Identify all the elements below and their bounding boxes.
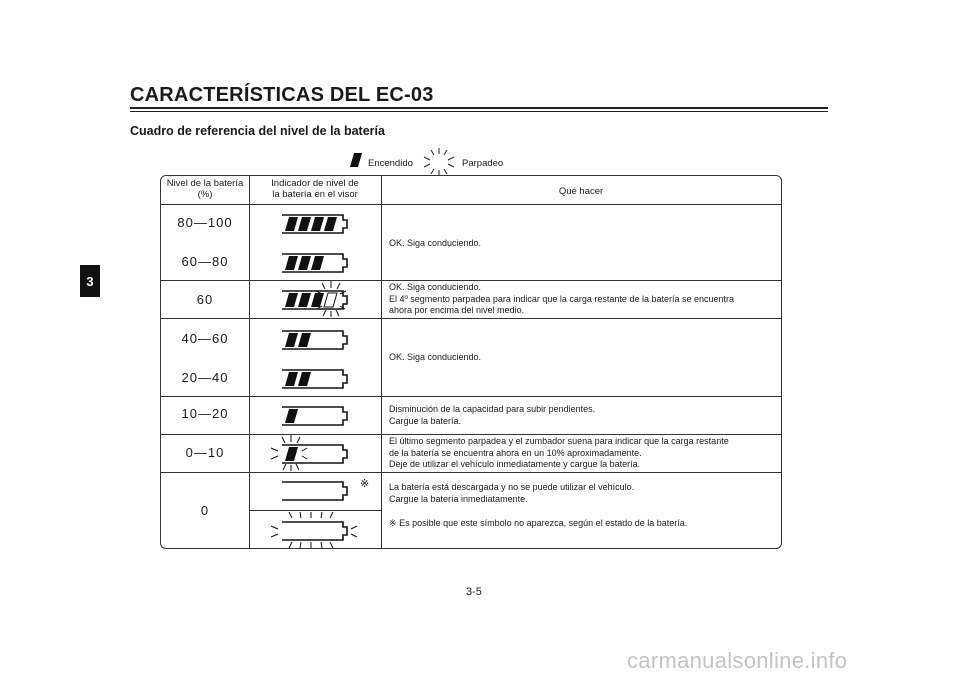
action-text	[389, 282, 734, 317]
row-divider	[161, 434, 781, 435]
page-title: CARACTERÍSTICAS DEL EC-03	[130, 84, 434, 106]
header-level: Nivel de la batería (%)	[166, 178, 244, 200]
footnote	[389, 518, 687, 530]
action-text	[389, 482, 634, 505]
level-label: 0—10	[185, 445, 225, 460]
battery-2-segments-icon	[281, 330, 351, 350]
level-label: 0	[200, 503, 210, 518]
column-divider	[381, 176, 382, 548]
battery-blinking-4th-segment-icon	[281, 280, 361, 318]
row-divider	[161, 472, 781, 473]
row-divider	[161, 204, 781, 205]
lit-segment-icon	[350, 153, 362, 167]
action-line: de la batería se encuentra ahora en un 10% aproximadamente.	[389, 447, 642, 458]
title-rule-thin	[130, 111, 828, 112]
action-text	[389, 436, 729, 471]
action-line: La batería está descargada y no se puede utilizar el vehículo.	[389, 482, 635, 492]
action-line: El 4º segmento parpadea para indicar que la carga restante de la batería se encuentra	[389, 293, 735, 304]
note-mark-icon: ※	[389, 518, 397, 528]
action-line: Cargue la batería.	[389, 415, 462, 426]
action-line: Cargue la batería inmediatamente.	[389, 493, 528, 504]
title-rule-thick	[130, 107, 828, 109]
chapter-tab: 3	[80, 265, 100, 297]
level-label: 60	[196, 292, 214, 307]
action-text	[389, 404, 595, 427]
level-label: 80—100	[177, 215, 233, 230]
page-number: 3-5	[466, 586, 482, 598]
battery-4-segments-icon	[281, 214, 351, 234]
row-divider	[161, 318, 781, 319]
action-line: ahora por encima del nivel medio.	[389, 305, 525, 315]
battery-blinking-last-segment-icon	[269, 434, 359, 472]
action-text: OK. Siga conduciendo.	[389, 352, 482, 362]
level-label: 20—40	[181, 370, 229, 385]
row-divider	[161, 280, 781, 281]
action-line: Deje de utilizar el vehículo inmediatamente y cargue la batería.	[389, 459, 641, 469]
level-label: 40—60	[181, 331, 229, 346]
action-line: Disminución de la capacidad para subir pendientes.	[389, 404, 596, 414]
action-line: OK. Siga conduciendo.	[389, 282, 482, 292]
action-text: OK. Siga conduciendo.	[389, 238, 482, 248]
legend-on-label: Encendido	[368, 158, 413, 169]
section-title: Cuadro de referencia del nivel de la batería	[130, 124, 385, 138]
level-label: 60—80	[181, 254, 229, 269]
legend-blink-label: Parpadeo	[462, 158, 504, 169]
battery-empty-icon	[281, 479, 351, 501]
battery-last-segment-icon	[281, 406, 351, 426]
blink-rays-icon	[422, 148, 456, 176]
battery-reference-table	[160, 175, 782, 549]
level-label: 10—20	[181, 406, 229, 421]
row-divider	[161, 396, 781, 397]
column-divider	[249, 176, 250, 548]
watermark: carmanualsonline.info	[627, 648, 848, 673]
battery-empty-blinking-icon	[269, 510, 359, 549]
header-indicator: Indicador de nivel de la batería en el visor	[271, 178, 359, 200]
header-action: Qué hacer	[558, 186, 604, 197]
note-mark-icon: ※	[360, 478, 370, 490]
battery-3-segments-icon	[281, 253, 351, 273]
footnote-text: Es posible que este símbolo no aparezca, según el estado de la batería.	[399, 518, 688, 528]
battery-1-segment-icon	[281, 369, 351, 389]
action-line: El último segmento parpadea y el zumbador suena para indicar que la carga restante	[389, 436, 729, 446]
